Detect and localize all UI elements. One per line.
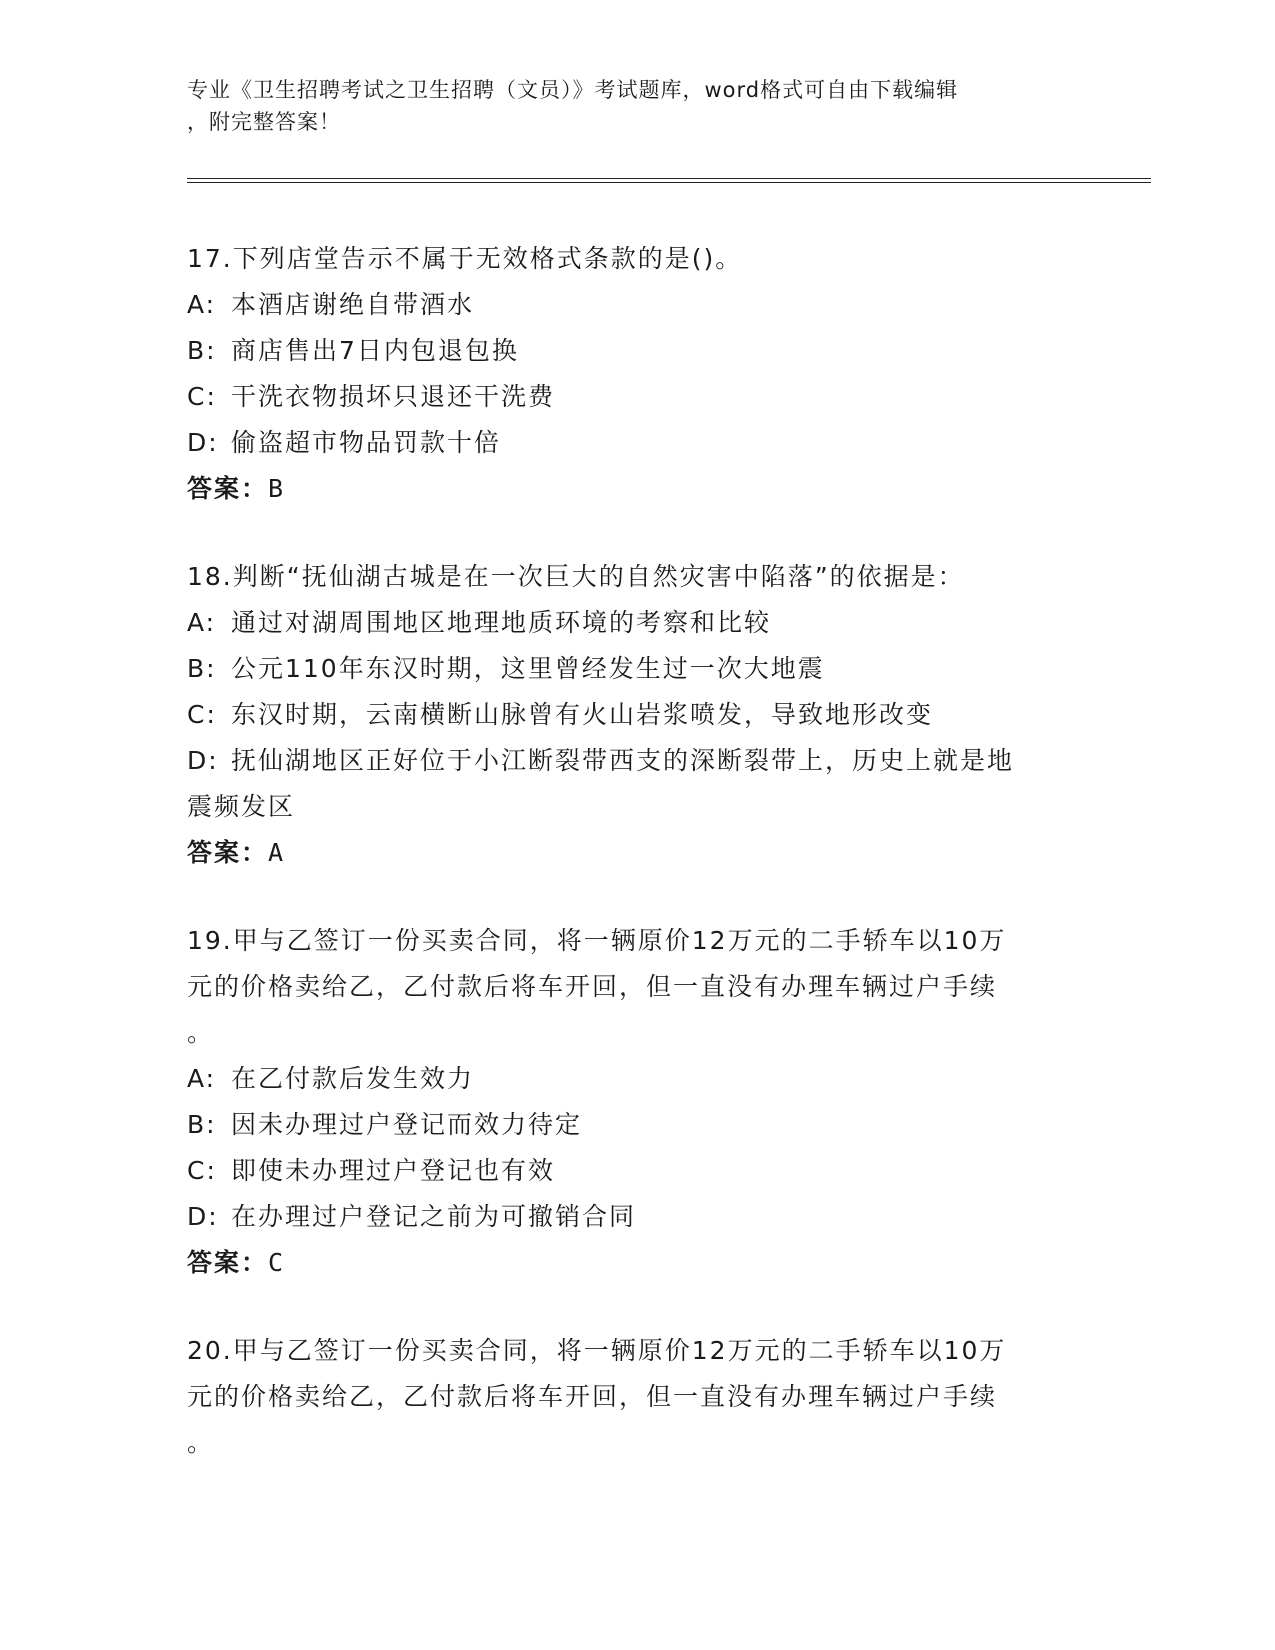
option-letter: B:: [187, 336, 217, 365]
answer-line: [187, 466, 1087, 512]
option-letter: B:: [187, 654, 217, 683]
header-subtitle-line: ，附完整答案！: [187, 110, 341, 134]
question-stem: 17.下列店堂告示不属于无效格式条款的是()。: [187, 244, 743, 273]
option-a: [187, 282, 1087, 328]
option-letter: B:: [187, 1110, 217, 1139]
option-b: [187, 328, 1087, 374]
option-text: 商店售出7日内包退包换: [231, 336, 519, 365]
question-20: [187, 1328, 1087, 1466]
option-text: 在乙付款后发生效力: [231, 1064, 475, 1093]
option-text: 在办理过户登记之前为可撤销合同: [231, 1202, 637, 1231]
option-d-continuation: 震频发区: [187, 792, 296, 821]
option-text: 本酒店谢绝自带酒水: [231, 290, 475, 319]
header-divider-top: [187, 178, 1151, 179]
answer-label: 答案：: [187, 1248, 269, 1277]
option-d: [187, 1194, 1087, 1240]
question-17: [187, 236, 1087, 512]
option-text: 东汉时期，云南横断山脉曾有火山岩浆喷发，导致地形改变: [231, 700, 934, 729]
question-list: [187, 236, 1087, 1508]
question-18: [187, 554, 1087, 876]
option-text: 因未办理过户登记而效力待定: [231, 1110, 583, 1139]
question-stem: 元的价格卖给乙，乙付款后将车开回，但一直没有办理车辆过户手续: [187, 972, 998, 1001]
answer-label: 答案：: [187, 838, 269, 867]
question-19: [187, 918, 1087, 1286]
option-c: [187, 692, 1087, 738]
option-text: 即使未办理过户登记也有效: [231, 1156, 556, 1185]
question-stem: 19.甲与乙签订一份买卖合同，将一辆原价12万元的二手轿车以10万: [187, 926, 1007, 955]
header-divider-bottom: [187, 182, 1151, 183]
option-letter: D:: [187, 428, 219, 457]
header-title-line: 专业《卫生招聘考试之卫生招聘（文员）》考试题库，word格式可自由下载编辑: [187, 78, 959, 102]
option-b: [187, 1102, 1087, 1148]
answer-label: 答案：: [187, 474, 269, 503]
option-letter: C:: [187, 1156, 217, 1185]
question-stem: 。: [187, 1428, 215, 1457]
option-d: [187, 738, 1087, 784]
option-d: [187, 420, 1087, 466]
option-c: [187, 374, 1087, 420]
option-letter: C:: [187, 700, 217, 729]
document-header: [187, 74, 1067, 138]
answer-value: C: [268, 1248, 286, 1277]
option-text: 偷盗超市物品罚款十倍: [231, 428, 502, 457]
answer-line: [187, 1240, 1087, 1286]
option-letter: C:: [187, 382, 217, 411]
option-a: [187, 1056, 1087, 1102]
option-letter: D:: [187, 746, 219, 775]
option-text: 通过对湖周围地区地理地质环境的考察和比较: [231, 608, 772, 637]
question-stem: 18.判断“抚仙湖古城是在一次巨大的自然灾害中陷落”的依据是：: [187, 562, 965, 591]
answer-value: B: [268, 474, 286, 503]
option-letter: A:: [187, 1064, 217, 1093]
answer-value: A: [268, 838, 286, 867]
option-text: 干洗衣物损坏只退还干洗费: [231, 382, 556, 411]
option-text: 抚仙湖地区正好位于小江断裂带西支的深断裂带上，历史上就是地: [231, 746, 1015, 775]
option-b: [187, 646, 1087, 692]
answer-line: [187, 830, 1087, 876]
option-c: [187, 1148, 1087, 1194]
option-text: 公元110年东汉时期，这里曾经发生过一次大地震: [231, 654, 825, 683]
option-a: [187, 600, 1087, 646]
option-letter: A:: [187, 608, 217, 637]
question-stem: 20.甲与乙签订一份买卖合同，将一辆原价12万元的二手轿车以10万: [187, 1336, 1007, 1365]
option-letter: D:: [187, 1202, 219, 1231]
question-stem: 。: [187, 1018, 215, 1047]
question-stem: 元的价格卖给乙，乙付款后将车开回，但一直没有办理车辆过户手续: [187, 1382, 998, 1411]
option-letter: A:: [187, 290, 217, 319]
